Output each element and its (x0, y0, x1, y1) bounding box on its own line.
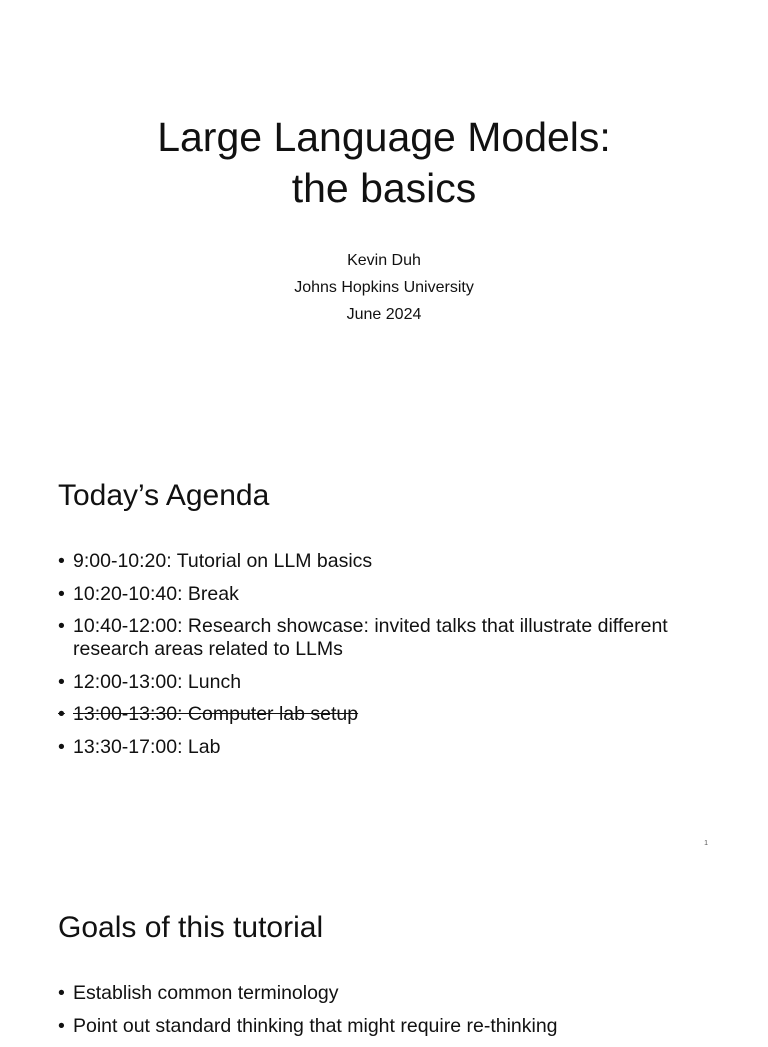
title-meta (0, 247, 768, 328)
agenda-item-text: 12:00-13:00: Lunch (73, 670, 242, 693)
title-line-2: the basics (291, 165, 477, 211)
bullet-icon: • (58, 550, 65, 572)
goals-item (58, 1015, 698, 1038)
presentation-date: June 2024 (346, 306, 422, 323)
goals-heading: Goals of this tutorial (58, 911, 324, 944)
author-affiliation: Johns Hopkins University (294, 279, 474, 296)
agenda-heading: Today’s Agenda (58, 479, 270, 512)
agenda-slide (0, 432, 768, 864)
agenda-item-text: 13:30-17:00: Lab (73, 735, 221, 758)
agenda-item-text: 9:00-10:20: Tutorial on LLM basics (73, 550, 373, 572)
title-line-1: Large Language Models: (157, 114, 611, 160)
agenda-item-text: 13:00-13:30: Computer lab setup (73, 703, 359, 725)
agenda-item (58, 583, 698, 606)
agenda-item (58, 671, 698, 694)
goals-list (58, 982, 698, 1047)
agenda-item (58, 615, 698, 661)
bullet-icon: • (58, 982, 65, 1004)
bullet-icon: • (58, 703, 65, 725)
goals-slide (0, 864, 768, 1037)
bullet-icon: • (58, 1014, 65, 1037)
agenda-item-text: 10:40-12:00: Research showcase: invited talks that illustrate different research areas related to LLMs (73, 615, 668, 660)
goals-item-text: Establish common terminology (73, 982, 339, 1004)
agenda-item (58, 736, 698, 759)
agenda-list (58, 550, 698, 768)
bullet-icon: • (58, 735, 65, 758)
agenda-item-text: 10:20-10:40: Break (73, 582, 239, 605)
bullet-icon: • (58, 670, 65, 693)
agenda-item (58, 550, 698, 573)
goals-item (58, 982, 698, 1005)
title-slide (0, 0, 768, 432)
author-name: Kevin Duh (347, 252, 421, 269)
goals-item-text: Point out standard thinking that might require re-thinking (73, 1014, 558, 1037)
presentation-title (0, 112, 768, 214)
agenda-item-struck (58, 703, 698, 726)
page-number: 1 (704, 840, 708, 847)
bullet-icon: • (58, 615, 65, 637)
bullet-icon: • (58, 582, 65, 605)
